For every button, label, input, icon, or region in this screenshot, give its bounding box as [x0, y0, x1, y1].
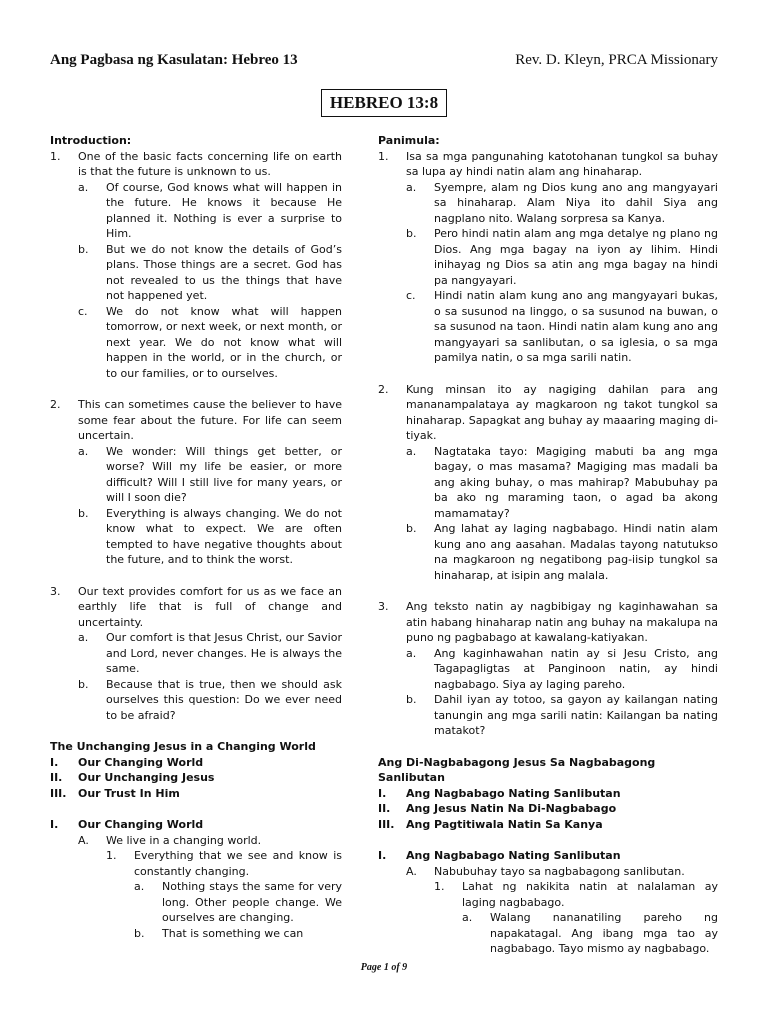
list-item: b. Pero hindi natin alam ang mga detalye ng plano ng Dios. Ang mga bagay na iyon ay lihim. Hindi inihayag ng Dios sa atin ang mga bagay na hindi pa nangyayari.	[406, 227, 718, 287]
list-item: a. We wonder: Will things get better, or worse? Will my life be easier, or more difficult? Will I still live for many years, or will I soon die?	[78, 444, 342, 504]
header-left: Ang Pagbasa ng Kasulatan: Hebreo 13	[50, 52, 298, 68]
list-item: a. Ang kaginhawahan natin ay si Jesu Cristo, ang Tagapagligtas at Panginoon natin, ay hindi nagbabago. Siya ay laging pareho.	[406, 646, 718, 691]
list-item: A. We live in a changing world.	[78, 833, 262, 847]
outline-title: Ang Di-Nagbabagong Jesus Sa Nagbabagong Sanlibutan	[378, 755, 656, 784]
intro-heading: Panimula:	[378, 134, 440, 147]
list-item: b. Because that is true, then we should ask ourselves this question: Do we ever need to be afraid?	[78, 677, 342, 722]
outline-item: II. Ang Jesus Natin Na Di-Nagbabago	[378, 802, 617, 815]
list-item: a. Syempre, alam ng Dios kung ano ang mangyayari sa hinaharap. Alam Niya ito dahil Siya ang nagplano nito. Walang sorpresa sa Kanya.	[406, 180, 718, 225]
page-number: Page 1 of 9	[360, 962, 408, 973]
list-item: a. Of course, God knows what will happen in the future. He knows it because He planned it. Nothing is ever a surprise to Him.	[78, 180, 342, 240]
list-item: 1. Isa sa mga pangunahing katotohanan tungkol sa buhay sa lupa ay hindi natin alam ang hinaharap.	[378, 149, 718, 178]
list-item: a. Nothing stays the same for very long. Other people change. We ourselves are changing.	[134, 880, 342, 924]
list-item: 1. Lahat ng nakikita natin at nalalaman ay laging nagbabago.	[434, 880, 718, 909]
list-item: a. Nagtataka tayo: Magiging mabuti ba ang mga bagay, o mas masama? Magiging mas madali ba ang aking buhay, o mas mahirap? Mabubuhay pa ba ako ng maraming taon, o agad ba akong mamamatay?	[406, 444, 718, 520]
list-item: c. Hindi natin alam kung ano ang mangyayari bukas, o sa susunod na linggo, o sa susunod na buwan, o sa susunod na taon. Hindi natin alam kung ano ang mangyayari sa sanlibutan, o sa iglesia, o sa mga pamilya natin, o sa mga sarili natin.	[406, 289, 718, 364]
section-heading: I. Ang Nagbabago Nating Sanlibutan	[378, 849, 621, 862]
list-item: 3. Ang teksto natin ay nagbibigay ng kaginhawahan sa atin habang hinaharap natin ang buhay na makalupa na puno ng pagbabago at kawalang-katiyakan.	[378, 600, 718, 644]
list-item: 3. Our text provides comfort for us as we face an earthly life that is full of change and uncertainty.	[50, 584, 342, 629]
header-right: Rev. D. Kleyn, PRCA Missionary	[515, 52, 718, 68]
page-title: HEBREO 13:8	[321, 89, 447, 117]
list-item: 2. This can sometimes cause the believer to have some fear about the future. For life can seem uncertain.	[50, 398, 342, 442]
outline-title: The Unchanging Jesus in a Changing World	[50, 740, 316, 753]
list-item: c. We do not know what will happen tomorrow, or next week, or next month, or next year. We do not know what will happen in the world, or in the church, or to our families, or to ourselves.	[78, 304, 342, 380]
list-item: a. Our comfort is that Jesus Christ, our Savior and Lord, never changes. He is always the same.	[78, 631, 342, 675]
list-item: b. Ang lahat ay laging nagbabago. Hindi natin alam kung ano ang aasahan. Madalas tayong natutukso na magkaroon ng negatibong pag-iisip tungkol sa hinaharap, at isipin ang malala.	[406, 522, 718, 582]
outline-item: II. Our Unchanging Jesus	[50, 771, 215, 784]
list-item: 2. Kung minsan ito ay nagiging dahilan para ang mananampalataya ay magkaroon ng takot tungkol sa hinaharap. Sapagkat ang buhay ay maaaring maging di-tiyak.	[378, 382, 718, 442]
tagalog-column	[378, 133, 718, 957]
outline-item: III. Ang Pagtitiwala Natin Sa Kanya	[378, 817, 603, 831]
list-item: 1. One of the basic facts concerning life on earth is that the future is unknown to us.	[50, 149, 342, 178]
outline-item: I. Our Changing World	[50, 755, 204, 769]
english-column	[50, 133, 342, 941]
section-heading: I. Our Changing World	[50, 818, 204, 831]
list-item: 1. Everything that we see and know is constantly changing.	[106, 849, 342, 878]
list-item: b. Dahil iyan ay totoo, sa gayon ay kailangan nating tanungin ang mga sarili natin: Kailangan ba nating matakot?	[406, 693, 718, 737]
list-item: a. Walang nananatiling pareho ng napakatagal. Ang ibang mga tao ay nagbabago. Tayo mismo ay nagbabago.	[462, 911, 718, 955]
outline-item: I. Ang Nagbabago Nating Sanlibutan	[378, 786, 621, 800]
list-item: A. Nabubuhay tayo sa nagbabagong sanlibutan.	[406, 864, 685, 878]
list-item: b. Everything is always changing. We do not know what to expect. We are often tempted to have negative thoughts about the future, and to think the worst.	[78, 506, 342, 566]
list-item: b. That is something we can	[134, 926, 304, 940]
list-item: b. But we do not know the details of God’s plans. Those things are a secret. God has not revealed to us the things that have not happened yet.	[78, 242, 342, 302]
intro-heading: Introduction:	[50, 134, 132, 147]
outline-item: III. Our Trust In Him	[50, 786, 180, 800]
